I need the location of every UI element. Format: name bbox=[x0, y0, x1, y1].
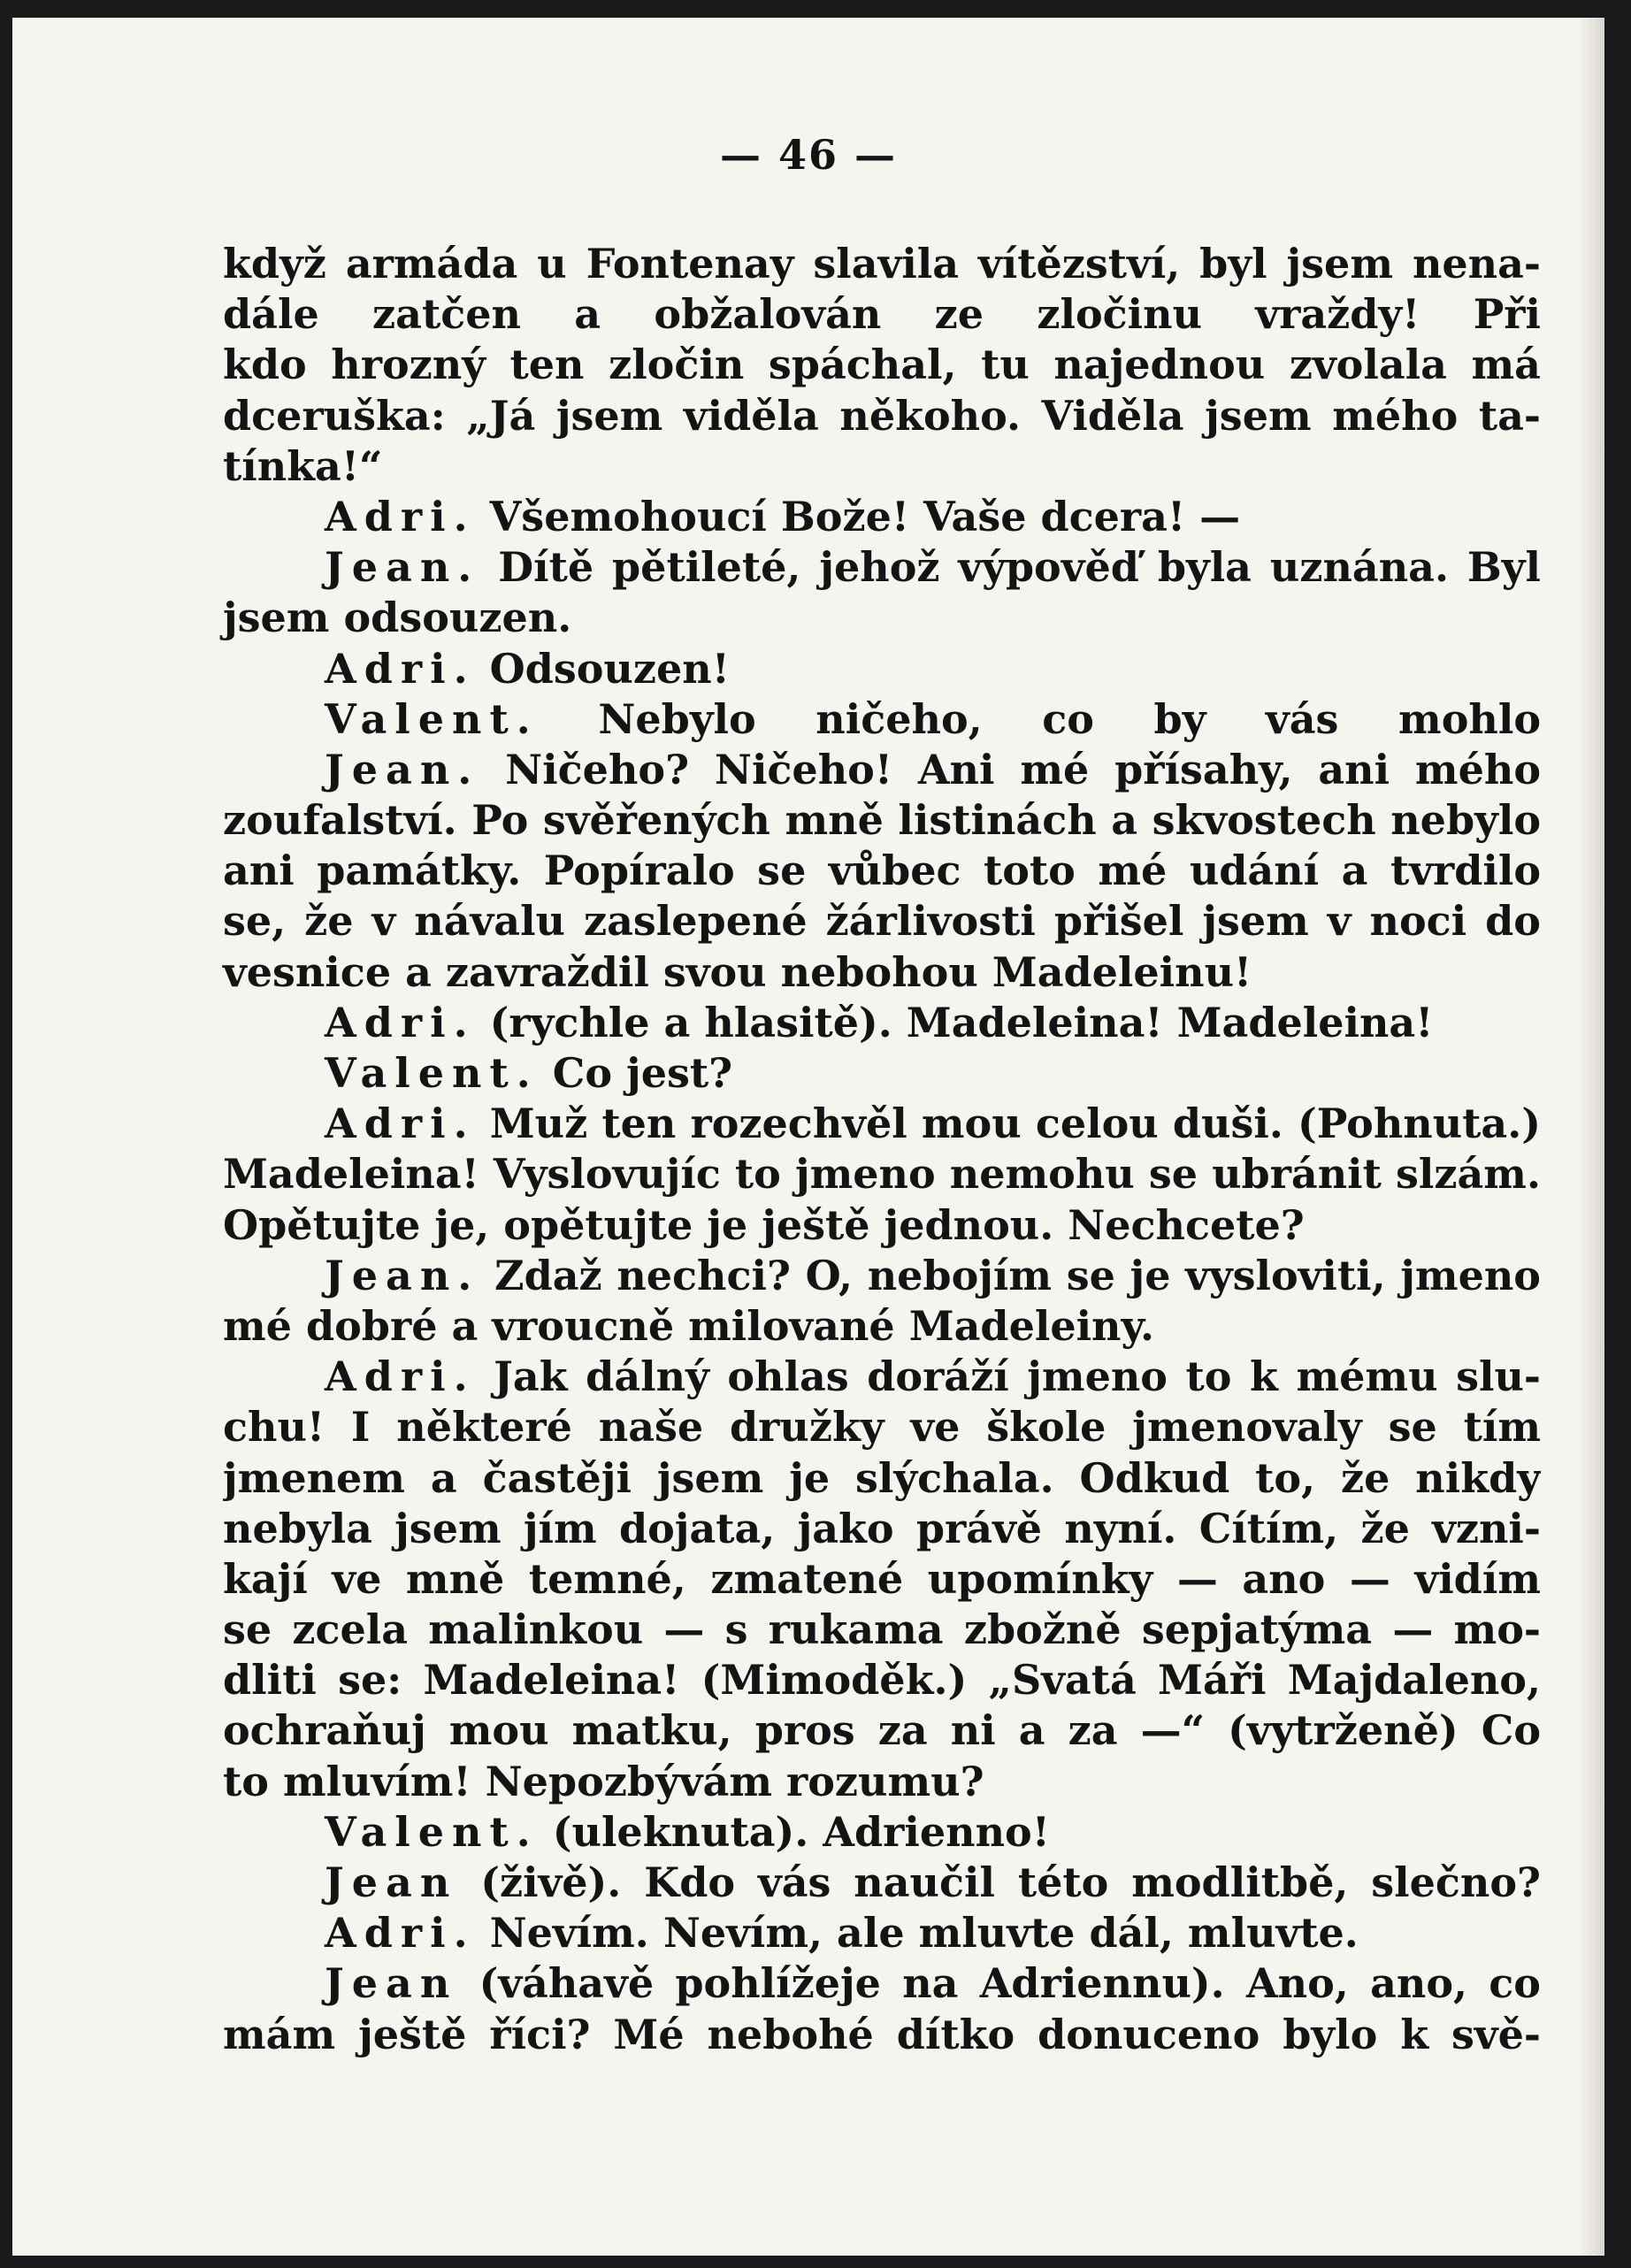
speaker-name: Jean. bbox=[325, 543, 480, 592]
line-text: (živě). Kdo vás naučil této modlitbě, slečno? bbox=[480, 1858, 1541, 1906]
text-line bbox=[223, 441, 1541, 492]
line-text: (rychle a hlasitě). Madeleina! Madeleina! bbox=[489, 998, 1434, 1046]
line-text: (váhavě pohlížeje na Adriennu). Ano, ano, co bbox=[479, 1959, 1541, 2008]
line-text: Odsouzen! bbox=[489, 644, 730, 693]
line-text: jmenem a častěji jsem je slýchala. Odkud to, že nikdy bbox=[223, 1453, 1541, 1502]
line-text: mám ještě říci? Mé nebohé dítko donuceno bylo k svě- bbox=[223, 2010, 1541, 2058]
speaker-name: Adri. bbox=[325, 1352, 476, 1401]
line-text: dceruška: „Já jsem viděla někoho. Viděla jsem mého ta- bbox=[223, 391, 1541, 440]
text-line bbox=[223, 947, 1541, 998]
line-text: Všemohoucí Bože! Vaše dcera! — bbox=[489, 492, 1241, 540]
text-line bbox=[223, 745, 1541, 795]
page-edge bbox=[1578, 18, 1604, 2256]
text-line bbox=[223, 896, 1541, 946]
line-text: se, že v návalu zaslepené žárlivosti přišel jsem v noci do bbox=[223, 897, 1541, 946]
line-text: (uleknuta). Adrienno! bbox=[552, 1807, 1050, 1856]
text-line bbox=[223, 1908, 1541, 1958]
book-page bbox=[12, 18, 1604, 2256]
speaker-name: Adri. bbox=[325, 1100, 476, 1148]
text-line bbox=[223, 1352, 1541, 1402]
text-line bbox=[223, 1605, 1541, 1655]
speaker-name: Adri. bbox=[325, 644, 476, 693]
speaker-name: Jean bbox=[325, 1858, 458, 1906]
line-text: Ničeho? Ničeho! Ani mé přísahy, ani mého bbox=[505, 745, 1541, 793]
line-text: Nevím. Nevím, ale mluvte dál, mluvte. bbox=[489, 1909, 1359, 1958]
line-text: to mluvím! Nepozbývám rozumu? bbox=[223, 1757, 984, 1805]
text-line bbox=[223, 1504, 1541, 1554]
text-line bbox=[223, 795, 1541, 846]
line-text: Muž ten rozechvěl mou celou duši. (Pohnuta.) bbox=[489, 1100, 1541, 1148]
speaker-name: Jean. bbox=[325, 1251, 480, 1299]
text-line bbox=[223, 1757, 1541, 1807]
text-line bbox=[223, 1453, 1541, 1504]
speaker-name: Jean bbox=[325, 1959, 458, 2008]
speaker-name: Adri. bbox=[325, 1909, 476, 1958]
text-line bbox=[223, 1301, 1541, 1352]
text-line bbox=[223, 492, 1541, 542]
page-number: — 46 — bbox=[719, 131, 898, 179]
text-line bbox=[223, 1705, 1541, 1756]
line-text: jsem odsouzen. bbox=[223, 594, 572, 642]
line-text: Nebylo ničeho, co by vás mohlo bbox=[598, 694, 1541, 743]
line-text: Jak dálný ohlas doráží jmeno to k mému slu- bbox=[494, 1352, 1541, 1401]
line-text: když armáda u Fontenay slavila vítězství, byl jsem nena- bbox=[223, 240, 1541, 287]
line-text: zoufalství. Po svěřených mně listinách a skvostech nebylo bbox=[223, 796, 1541, 845]
text-line bbox=[223, 694, 1541, 745]
line-text: nebyla jsem jím dojata, jako právě nyní. Cítím, že vzni- bbox=[223, 1504, 1541, 1552]
line-text: Dítě pětileté, jehož výpověď byla uznána. Byl bbox=[498, 543, 1541, 592]
text-line bbox=[223, 1200, 1541, 1251]
text-line bbox=[223, 340, 1541, 390]
text-line bbox=[223, 1807, 1541, 1858]
line-text: ochraňuj mou matku, pros za ni a za —“ (vytrženě) Co bbox=[223, 1706, 1541, 1755]
text-line bbox=[223, 391, 1541, 441]
text-line bbox=[223, 1251, 1541, 1301]
text-line bbox=[223, 1048, 1541, 1099]
body-text bbox=[223, 239, 1541, 2060]
line-text: vesnice a zavraždil svou nebohou Madeleinu! bbox=[223, 947, 1252, 996]
text-line bbox=[223, 1958, 1541, 2009]
text-line bbox=[223, 644, 1541, 694]
line-text: kají ve mně temné, zmatené upomínky — ano — vidím bbox=[223, 1554, 1541, 1603]
text-line bbox=[223, 1858, 1541, 1908]
speaker-name: Valent. bbox=[325, 1807, 539, 1856]
text-line bbox=[223, 846, 1541, 896]
line-text: ani památky. Popíralo se vůbec toto mé udání a tvrdilo bbox=[223, 847, 1541, 895]
line-text: dliti se: Madeleina! (Mimoděk.) „Svatá Máři Majdaleno, bbox=[223, 1656, 1541, 1705]
line-text: kdo hrozný ten zločin spáchal, tu najednou zvolala má bbox=[223, 341, 1541, 389]
text-line bbox=[223, 239, 1541, 289]
speaker-name: Adri. bbox=[325, 998, 476, 1046]
line-text: mé dobré a vroucně milované Madeleiny. bbox=[223, 1301, 1154, 1350]
text-line bbox=[223, 998, 1541, 1048]
speaker-name: Valent. bbox=[325, 694, 539, 743]
text-line bbox=[223, 1149, 1541, 1199]
line-text: Madeleina! Vyslovujíc to jmeno nemohu se ubránit slzám. bbox=[223, 1150, 1541, 1199]
speaker-name: Jean. bbox=[325, 745, 480, 793]
text-line bbox=[223, 593, 1541, 643]
line-text: tínka!“ bbox=[223, 441, 383, 490]
text-line bbox=[223, 1655, 1541, 1705]
line-text: Opětujte je, opětujte je ještě jednou. Nechcete? bbox=[223, 1200, 1305, 1249]
speaker-name: Adri. bbox=[325, 492, 476, 540]
line-text: Co jest? bbox=[552, 1049, 733, 1097]
text-line bbox=[223, 1099, 1541, 1149]
text-line bbox=[223, 2010, 1541, 2060]
line-text: chu! I některé naše družky ve škole jmenovaly se tím bbox=[223, 1403, 1541, 1452]
text-line bbox=[223, 542, 1541, 593]
text-line bbox=[223, 289, 1541, 340]
text-line bbox=[223, 1402, 1541, 1452]
line-text: dále zatčen a obžalován ze zločinu vraždy! Při bbox=[223, 290, 1541, 339]
line-text: Zdaž nechci? O, nebojím se je vysloviti, jmeno bbox=[494, 1251, 1541, 1299]
text-line bbox=[223, 1554, 1541, 1605]
line-text: se zcela malinkou — s rukama zbožně sepjatýma — mo- bbox=[223, 1605, 1541, 1654]
speaker-name: Valent. bbox=[325, 1049, 539, 1097]
